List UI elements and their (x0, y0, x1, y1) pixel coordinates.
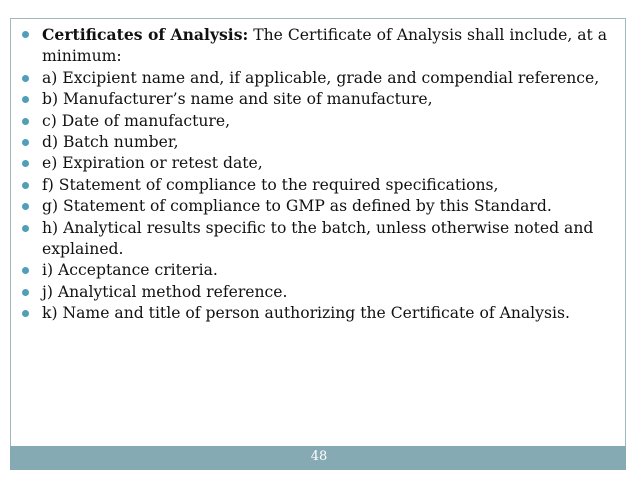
bullet-dot-icon (22, 139, 29, 146)
bullet-dot-icon (22, 118, 29, 125)
page-number: 48 (310, 449, 328, 464)
bullet-item (20, 196, 626, 217)
bullet-text: h) Analytical results specific to the batch, unless otherwise noted and explained. (42, 218, 594, 259)
bullet-dot-icon (22, 289, 29, 296)
bullet-dot-icon (22, 203, 29, 210)
bullet-item (20, 111, 626, 132)
bullet-item (20, 282, 626, 303)
bullet-dot-icon (22, 267, 29, 274)
bullet-dot-icon (22, 225, 29, 232)
bullet-text: f) Statement of compliance to the required specifications, (42, 175, 499, 194)
bullet-text: i) Acceptance criteria. (42, 261, 218, 280)
bullet-item (20, 218, 626, 261)
bullet-dot-icon (22, 96, 29, 103)
bullet-dot-icon (22, 310, 29, 317)
bullet-item (20, 68, 626, 89)
bullet-dot-icon (22, 75, 29, 82)
bullet-item (20, 153, 626, 174)
bullet-text: e) Expiration or retest date, (42, 154, 263, 173)
bullet-item (20, 260, 626, 281)
bullet-list (20, 24, 626, 325)
bullet-text: c) Date of manufacture, (42, 111, 231, 130)
bullet-item (20, 132, 626, 153)
bullet-text: The Certificate of Analysis shall include, at a minimum: (42, 26, 608, 66)
bullet-dot-icon (22, 31, 29, 38)
bullet-text: g) Statement of compliance to GMP as defined by this Standard. (42, 197, 552, 216)
bullet-item (20, 24, 626, 68)
bullet-item (20, 89, 626, 110)
bullet-item (20, 175, 626, 196)
bullet-text: k) Name and title of person authorizing the Certificate of Analysis. (42, 304, 570, 323)
bullet-lead: Certificates of Analysis: (42, 25, 249, 44)
bullet-dot-icon (22, 182, 29, 189)
bullet-dot-icon (22, 160, 29, 167)
bullet-text: b) Manufacturer’s name and site of manufacture, (42, 90, 433, 109)
bullet-item (20, 303, 626, 324)
bullet-text: a) Excipient name and, if applicable, grade and compendial reference, (42, 68, 600, 87)
bullet-text: j) Analytical method reference. (42, 282, 288, 301)
bullet-text: d) Batch number, (42, 133, 179, 152)
